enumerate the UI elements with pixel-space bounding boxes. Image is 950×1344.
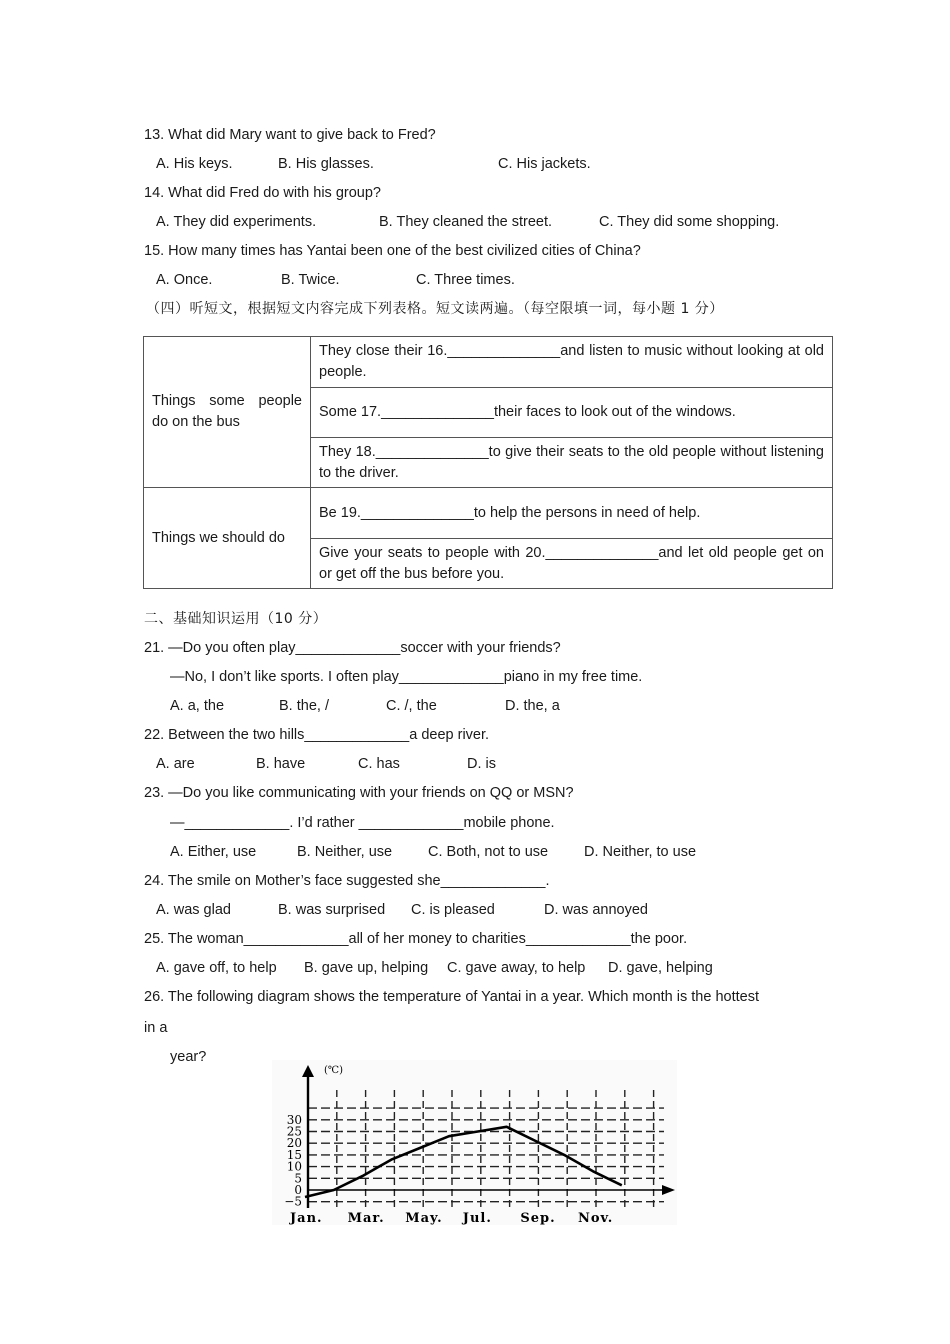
q25-option-b: B. gave up, helping (304, 960, 429, 976)
q26-line1: 26. The following diagram shows the temperature of Yantai in a year. Which month is the hottest (144, 989, 759, 1005)
svg-text:5: 5 (294, 1171, 302, 1186)
q21-option-b: B. the, / (279, 698, 329, 714)
q23-line2: —_____________. I’d rather _____________mobile phone. (170, 815, 555, 831)
q22-option-d: D. is (467, 756, 496, 772)
table-row-20: Give your seats to people with 20.______________and let old people get on or get off the bus before you. (311, 539, 833, 589)
q15-option-b: B. Twice. (281, 272, 340, 288)
q23-option-c: C. Both, not to use (428, 844, 549, 860)
q13-option-c: C. His jackets. (498, 156, 591, 172)
q25-option-a: A. gave off, to help (156, 960, 277, 976)
svg-text:May.: May. (405, 1211, 443, 1225)
q24-option-b: B. was surprised (278, 902, 386, 918)
q23-option-a: A. Either, use (170, 844, 257, 860)
table-row-17: Some 17.______________their faces to look out of the windows. (311, 388, 833, 438)
q22-option-c: C. has (358, 756, 400, 772)
q14-option-c: C. They did some shopping. (599, 214, 780, 230)
q25-option-c: C. gave away, to help (447, 960, 586, 976)
section4-instruction: （四）听短文，根据短文内容完成下列表格。短文读两遍。（每空限填一词，每小题 1 分） (146, 301, 724, 317)
svg-text:(℃): (℃) (324, 1065, 343, 1076)
q22-option-b: B. have (256, 756, 306, 772)
q15-question: 15. How many times has Yantai been one of the best civilized cities of China? (144, 243, 641, 259)
svg-text:Sep.: Sep. (520, 1211, 556, 1225)
svg-text:20: 20 (286, 1136, 302, 1151)
temperature-line-chart (272, 1060, 677, 1225)
q22-option-a: A. are (156, 756, 195, 772)
q14-option-b: B. They cleaned the street. (379, 214, 553, 230)
q24-option-c: C. is pleased (411, 902, 495, 918)
svg-text:25: 25 (286, 1124, 302, 1139)
q13-question: 13. What did Mary want to give back to Fred? (144, 127, 436, 143)
q15-option-a: A. Once. (156, 272, 213, 288)
q13-option-b: B. His glasses. (278, 156, 374, 172)
q24-option-d: D. was annoyed (544, 902, 648, 918)
q26-line3: year? (170, 1049, 207, 1065)
table-row-18: They 18.______________to give their seats to the old people without listening to the driver. (311, 438, 833, 488)
table-row-16: They close their 16.______________and listen to music without looking at old people. (311, 337, 833, 388)
svg-text:Mar.: Mar. (347, 1211, 385, 1225)
svg-text:Nov.: Nov. (578, 1211, 614, 1225)
table-row-19: Be 19.______________to help the persons in need of help. (311, 488, 833, 539)
q23-option-b: B. Neither, use (297, 844, 393, 860)
svg-text:15: 15 (286, 1147, 302, 1162)
q14-option-a: A. They did experiments. (156, 214, 317, 230)
q21-option-d: D. the, a (505, 698, 560, 714)
section2-title: 二、基础知识运用（10 分） (144, 611, 328, 627)
temperature-chart (272, 1060, 677, 1225)
q24-option-a: A. was glad (156, 902, 231, 918)
svg-text:10: 10 (286, 1159, 302, 1174)
svg-text:Jul.: Jul. (462, 1211, 492, 1225)
group2-label: Things we should do (144, 488, 311, 589)
svg-text:−5: −5 (284, 1194, 302, 1209)
q21-option-a: A. a, the (170, 698, 225, 714)
q24-question: 24. The smile on Mother’s face suggested she_____________. (144, 873, 550, 889)
q21-option-c: C. /, the (386, 698, 437, 714)
svg-text:30: 30 (286, 1112, 302, 1127)
group1-label: Things some people do on the bus (144, 337, 311, 488)
q14-question: 14. What did Fred do with his group? (144, 185, 381, 201)
q13-option-a: A. His keys. (156, 156, 233, 172)
q23-line1: 23. —Do you like communicating with your friends on QQ or MSN? (144, 785, 574, 801)
q22-question: 22. Between the two hills_____________a deep river. (144, 727, 490, 743)
svg-text:0: 0 (294, 1183, 302, 1197)
q23-option-d: D. Neither, to use (584, 844, 697, 860)
svg-text:Jan.: Jan. (290, 1211, 323, 1225)
q25-option-d: D. gave, helping (608, 960, 713, 976)
q21-line2: —No, I don’t like sports. I often play_____________piano in my free time. (170, 669, 643, 685)
q15-option-c: C. Three times. (416, 272, 515, 288)
q21-line1: 21. —Do you often play_____________soccer with your friends? (144, 640, 561, 656)
q25-question: 25. The woman_____________all of her money to charities_____________the poor. (144, 931, 688, 947)
q26-line2: in a (144, 1020, 168, 1036)
listening-table (143, 336, 833, 589)
